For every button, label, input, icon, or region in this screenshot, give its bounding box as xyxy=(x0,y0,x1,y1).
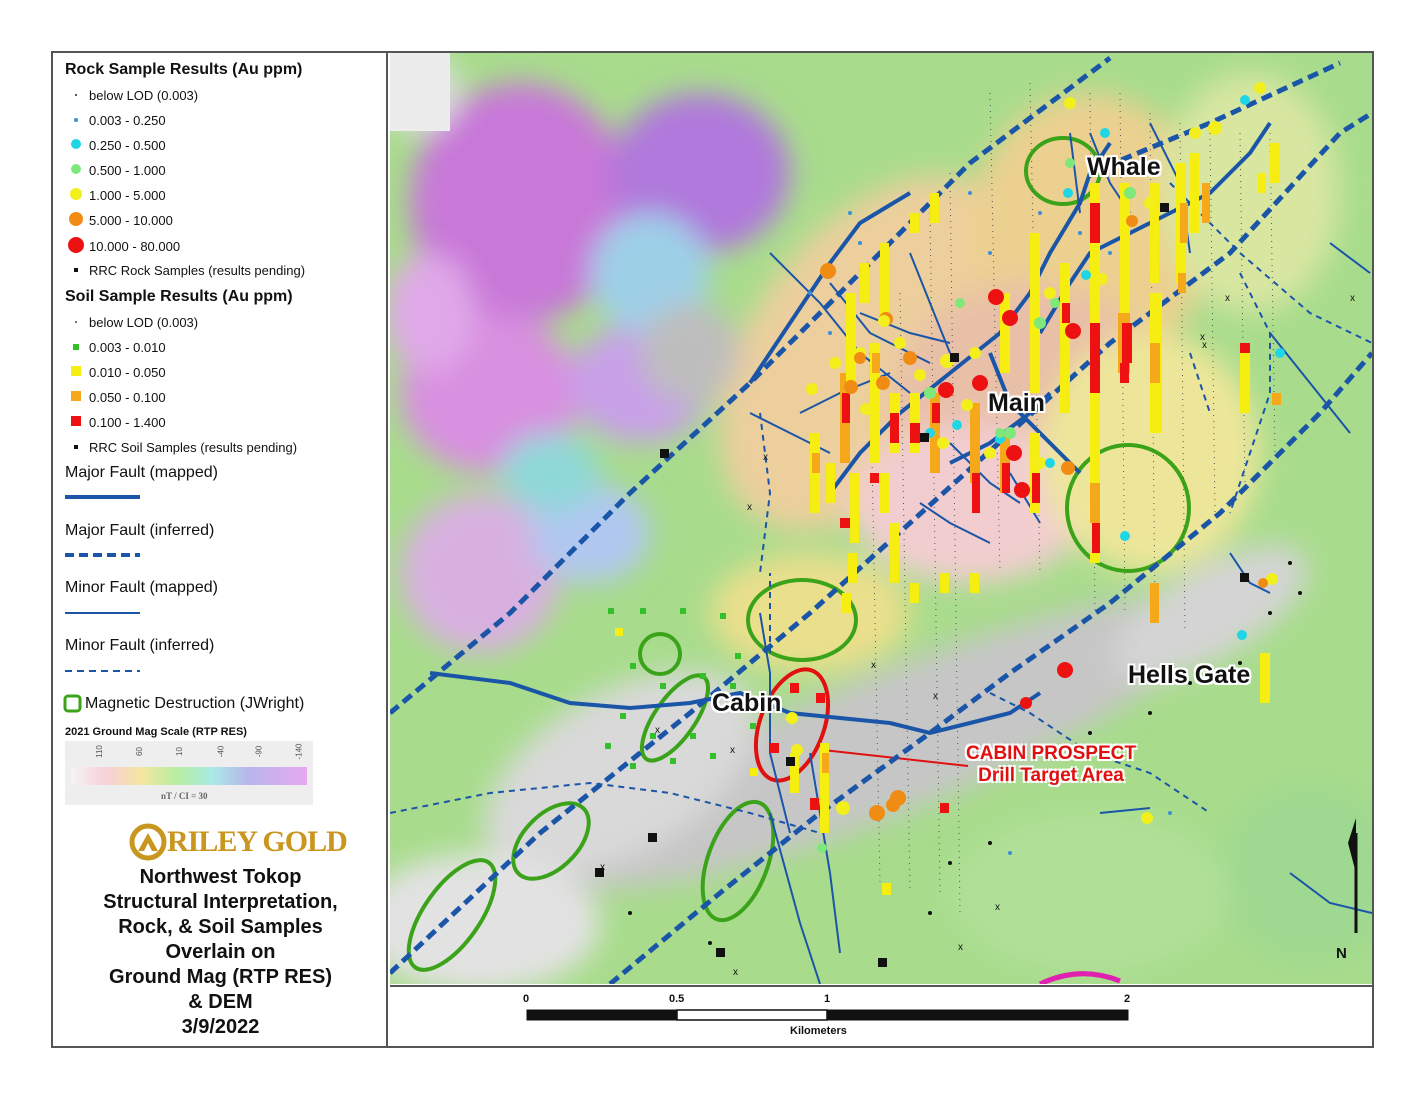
svg-text:x: x xyxy=(995,902,1000,913)
soil-sample xyxy=(816,693,825,703)
minor-fault-inferred-label: Minor Fault (inferred) xyxy=(65,637,215,654)
major-fault-mapped-label: Major Fault (mapped) xyxy=(65,464,218,481)
rock-sample xyxy=(869,805,885,821)
soil-sample xyxy=(1272,393,1281,405)
rock-sample xyxy=(1126,215,1138,227)
rock-sample xyxy=(791,744,803,756)
soil-sample xyxy=(910,583,919,603)
rock-sample xyxy=(1240,95,1250,105)
soil-sample xyxy=(880,473,890,513)
svg-text:x: x xyxy=(1225,293,1230,304)
label-whale: Whale xyxy=(1087,153,1161,181)
rock-legend-item: 0.003 - 0.250 xyxy=(67,113,166,128)
scale-tick: 1 xyxy=(824,993,831,1005)
scale-unit: Kilometers xyxy=(790,1025,847,1037)
rock-sample xyxy=(984,447,996,459)
soil-sample xyxy=(1032,473,1040,503)
rock-sample xyxy=(1034,457,1046,469)
rock-sample xyxy=(1064,97,1076,109)
svg-text:x: x xyxy=(730,745,735,756)
rock-sample xyxy=(952,420,962,430)
soil-sample xyxy=(640,608,646,614)
soil-sample xyxy=(972,473,980,513)
rock-sample xyxy=(1275,348,1285,358)
soil-sample xyxy=(1150,583,1159,623)
svg-text:x: x xyxy=(747,502,752,513)
scale-tick: 0.5 xyxy=(669,993,685,1005)
soil-sample xyxy=(848,553,857,583)
soil-sample xyxy=(1240,353,1250,413)
rock-sample xyxy=(1189,127,1201,139)
soil-sample xyxy=(630,763,636,769)
soil-sample xyxy=(1060,263,1070,413)
soil-sample xyxy=(1002,463,1010,493)
rock-sample xyxy=(1081,270,1091,280)
soil-sample xyxy=(1190,153,1199,233)
soil-sample xyxy=(1122,323,1132,363)
soil-sample xyxy=(932,403,940,423)
mag-scale xyxy=(65,741,313,805)
rock-legend-item: 0.250 - 0.500 xyxy=(67,137,166,154)
scale-bar-graphic xyxy=(526,1009,1130,1023)
soil-sample xyxy=(710,753,716,759)
rock-sample xyxy=(854,352,866,364)
rock-legend-item: 5.000 - 10.000 xyxy=(67,211,173,230)
soil-legend-item: 0.100 - 1.400 xyxy=(67,415,166,430)
svg-text:x: x xyxy=(958,942,963,953)
rock-sample xyxy=(972,375,988,391)
soil-sample xyxy=(690,733,696,739)
label-cabin: Cabin xyxy=(712,689,782,717)
svg-text:x: x xyxy=(1350,293,1355,304)
rock-sample xyxy=(937,437,949,449)
soil-sample xyxy=(1180,203,1188,243)
svg-text:x: x xyxy=(600,862,605,873)
rock-legend-title: Rock Sample Results (Au ppm) xyxy=(65,61,303,78)
soil-sample xyxy=(620,713,626,719)
scale-bar xyxy=(390,985,1372,1046)
rock-legend-item: RRC Rock Samples (results pending) xyxy=(67,263,305,278)
rock-sample xyxy=(1057,662,1073,678)
soil-sample xyxy=(1090,323,1100,393)
svg-text:x: x xyxy=(655,725,660,736)
soil-sample xyxy=(910,423,920,443)
soil-sample xyxy=(940,573,949,593)
mag-tick: -140 xyxy=(294,743,304,760)
soil-sample xyxy=(1178,273,1186,293)
legend-panel xyxy=(53,53,388,1046)
soil-sample xyxy=(660,683,666,689)
rock-legend-item: below LOD (0.003) xyxy=(67,88,198,103)
soil-sample xyxy=(860,263,869,303)
mag-tick: 60 xyxy=(134,747,144,756)
major-fault-inferred-symbol xyxy=(65,551,140,559)
soil-sample xyxy=(1240,343,1250,353)
mag-destruction-legend: Magnetic Destruction (JWright) xyxy=(63,694,304,714)
rock-sample xyxy=(1063,188,1073,198)
soil-sample xyxy=(670,758,676,764)
rock-sample xyxy=(1065,158,1075,168)
soil-sample xyxy=(1030,233,1040,393)
soil-sample xyxy=(1150,343,1160,383)
rock-sample xyxy=(938,382,954,398)
soil-sample xyxy=(810,798,819,810)
rock-sample xyxy=(955,298,965,308)
soil-sample xyxy=(880,243,889,323)
soil-sample xyxy=(700,673,706,679)
rock-sample xyxy=(836,801,850,815)
minor-fault-mapped-symbol xyxy=(65,610,140,616)
soil-sample xyxy=(1092,523,1100,553)
riley-gold-logo-icon xyxy=(129,823,167,861)
minor-fault-inferred-symbol xyxy=(65,668,140,674)
rock-sample xyxy=(1061,461,1075,475)
soil-sample xyxy=(1062,303,1070,323)
soil-sample xyxy=(680,608,686,614)
soil-legend-item: 0.050 - 0.100 xyxy=(67,390,166,405)
svg-text:x: x xyxy=(1200,332,1205,343)
rock-sample xyxy=(903,351,917,365)
svg-text:x: x xyxy=(933,691,938,702)
label-main: Main xyxy=(988,389,1045,417)
rock-sample xyxy=(786,712,798,724)
rock-legend-item: 0.500 - 1.000 xyxy=(67,162,166,179)
rock-sample xyxy=(844,380,858,394)
rock-legend-item: 10.000 - 80.000 xyxy=(67,236,180,257)
soil-sample xyxy=(970,403,980,483)
soil-sample xyxy=(882,883,891,895)
mag-tick: 10 xyxy=(174,747,184,756)
mag-destruction-symbol xyxy=(63,694,83,714)
soil-sample xyxy=(850,513,859,543)
soil-sample xyxy=(842,393,850,423)
rock-sample xyxy=(1014,482,1030,498)
rock-sample xyxy=(1120,531,1130,541)
minor-fault-mapped-label: Minor Fault (mapped) xyxy=(65,579,218,596)
mag-scale-unit: nT / CI = 30 xyxy=(161,791,208,801)
soil-sample xyxy=(1090,483,1100,523)
soil-sample xyxy=(822,753,829,773)
rock-sample xyxy=(1002,310,1018,326)
rock-sample xyxy=(924,387,936,399)
rock-sample xyxy=(878,315,890,327)
soil-sample xyxy=(615,628,623,636)
rock-sample xyxy=(886,798,900,812)
svg-text:x: x xyxy=(733,967,738,978)
rock-sample xyxy=(1141,812,1153,824)
rock-sample xyxy=(969,347,981,359)
rock-sample xyxy=(1050,298,1060,308)
riley-gold-logo xyxy=(129,823,347,861)
soil-sample xyxy=(790,683,799,693)
rock-sample xyxy=(1096,273,1108,285)
map-svg xyxy=(390,53,1372,984)
soil-sample xyxy=(735,653,741,659)
soil-sample xyxy=(970,573,979,593)
soil-sample xyxy=(1202,183,1210,223)
soil-sample xyxy=(842,593,851,613)
rock-sample xyxy=(1237,630,1247,640)
mag-scale-title: 2021 Ground Mag Scale (RTP RES) xyxy=(65,726,247,738)
soil-sample xyxy=(940,803,949,813)
rock-sample xyxy=(988,289,1004,305)
rock-sample xyxy=(1034,317,1046,329)
soil-sample xyxy=(630,663,636,669)
rock-sample xyxy=(806,383,818,395)
soil-sample xyxy=(1270,143,1280,183)
rock-sample xyxy=(961,399,973,411)
rock-sample xyxy=(876,376,890,390)
label-hells-gate: Hells Gate xyxy=(1128,661,1251,689)
soil-sample xyxy=(720,613,726,619)
svg-text:x: x xyxy=(763,452,768,463)
soil-sample xyxy=(846,293,856,393)
soil-sample xyxy=(840,518,850,528)
rock-sample xyxy=(1144,197,1156,209)
scale-tick: 2 xyxy=(1124,993,1131,1005)
rock-sample xyxy=(1044,287,1056,299)
map-corner-blank xyxy=(390,53,450,131)
rock-legend-item: 1.000 - 5.000 xyxy=(67,187,166,204)
soil-sample xyxy=(750,768,758,776)
map-canvas[interactable] xyxy=(390,53,1372,984)
rock-sample xyxy=(1020,697,1032,709)
mag-tick: 110 xyxy=(94,745,104,758)
soil-legend-item: 0.010 - 0.050 xyxy=(67,365,166,380)
rock-sample xyxy=(824,265,836,277)
rock-sample xyxy=(1045,458,1055,468)
soil-legend-item: RRC Soil Samples (results pending) xyxy=(67,440,297,455)
soil-legend-title: Soil Sample Results (Au ppm) xyxy=(65,288,293,305)
svg-text:x: x xyxy=(1202,340,1207,351)
rock-sample xyxy=(1124,187,1136,199)
soil-sample xyxy=(1090,553,1100,563)
soil-sample xyxy=(890,523,899,583)
north-label: N xyxy=(1336,945,1347,962)
soil-sample xyxy=(1090,393,1100,493)
cabin-prospect-label: CABIN PROSPECT Drill Target Area xyxy=(966,743,1136,786)
soil-sample xyxy=(1120,363,1129,383)
rock-sample xyxy=(1254,82,1266,94)
soil-sample xyxy=(826,463,835,503)
rock-sample xyxy=(995,428,1005,438)
svg-text:x: x xyxy=(871,660,876,671)
rock-sample xyxy=(817,843,827,853)
soil-sample xyxy=(1000,293,1010,373)
soil-sample xyxy=(770,743,779,753)
soil-sample xyxy=(930,193,939,223)
soil-sample xyxy=(750,723,756,729)
rock-sample xyxy=(894,337,906,349)
rock-sample xyxy=(1258,578,1268,588)
major-fault-inferred-label: Major Fault (inferred) xyxy=(65,522,215,539)
mag-tick: -90 xyxy=(254,745,264,758)
soil-sample xyxy=(1258,173,1266,193)
major-fault-mapped-symbol xyxy=(65,493,140,501)
soil-legend-item: 0.003 - 0.010 xyxy=(67,340,166,355)
rock-sample xyxy=(829,357,841,369)
soil-sample xyxy=(870,473,879,483)
rock-sample xyxy=(1065,323,1081,339)
soil-sample xyxy=(890,413,899,443)
mag-tick: -40 xyxy=(216,745,226,758)
rock-sample xyxy=(1006,445,1022,461)
rock-sample xyxy=(860,403,872,415)
soil-sample xyxy=(1260,653,1270,703)
rock-sample xyxy=(1004,427,1016,439)
riley-gold-logo-text: RILEY GOLD xyxy=(167,825,347,858)
soil-sample xyxy=(605,743,611,749)
soil-sample xyxy=(872,353,880,373)
soil-legend-item: below LOD (0.003) xyxy=(67,315,198,330)
soil-sample xyxy=(812,453,820,473)
map-title: Northwest Tokop Structural Interpretation, Rock, & Soil Samples Overlain on Ground Mag (RTP RES) & DEM 3/9/2022 xyxy=(103,866,338,1038)
soil-sample xyxy=(910,213,919,233)
rock-sample xyxy=(1100,128,1110,138)
rock-sample xyxy=(1208,121,1222,135)
soil-sample xyxy=(1090,203,1100,243)
soil-sample xyxy=(608,608,614,614)
rock-sample xyxy=(914,369,926,381)
scale-tick: 0 xyxy=(523,993,530,1005)
